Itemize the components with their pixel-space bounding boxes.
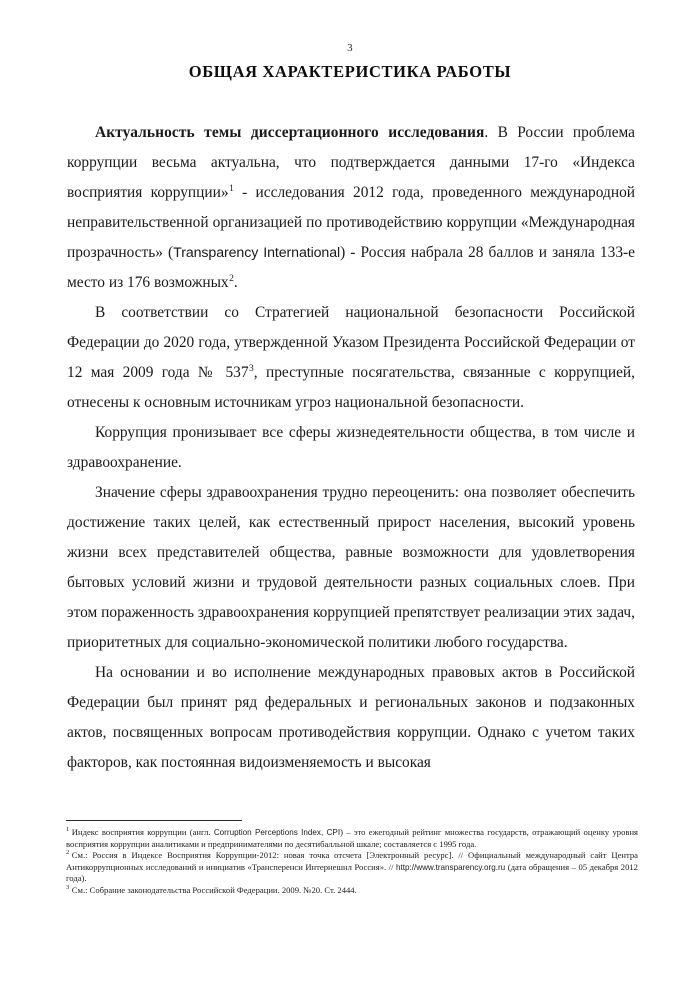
- paragraph-healthcare-value: Значение сферы здравоохранения трудно переоценить: она позволяет обеспечить достижение таких целей, как естественный прирост населения, высокий уровень жизни всех представителей общества, равные возможности для удовлетворения бытовых условий жизни и трудовой деятельности разных социальных слоев. При этом пораженность здравоохранения коррупцией препятствует реализации этих задач, приоритетных для социально-экономической политики любого государства.: [67, 484, 635, 651]
- page-number: 3: [347, 42, 353, 54]
- body-text-column: [67, 118, 635, 778]
- paragraph-security-strategy: [67, 298, 635, 418]
- footnote-3-text-a: См.: Собрание законодательства Российской Федерации. 2009. №20. Ст. 2444.: [71, 884, 357, 895]
- footnote-number-3: 3: [66, 884, 70, 892]
- paragraph-text-1a: . В России проблема коррупции весьма актуальна, что подтверждается данными 17-го «Индекса восприятия коррупции»: [67, 124, 635, 201]
- footnote-3: [66, 885, 638, 897]
- organization-name-latin: Transparency International: [173, 245, 341, 261]
- footnote-1-latin: Corruption Perceptions Index, CPI: [213, 828, 341, 837]
- paragraph-legal-acts: На основании и во исполнение международных правовых актов в Российской Федерации был принят ряд федеральных и региональных законов и подзаконных актов, посвященных вопросам противодействия коррупции. Однако с учетом таких факторов, как постоянная видоизменяемость и высокая: [67, 664, 635, 771]
- footnote-2-text-a: См.: Россия в Индексе Восприятия Коррупции-2012: новая точка отсчета [Электронный ресурс]. // Официальный международный сайт Центра Антикоррупционных исследований и инициатив «Трансперенси Интернешнл Россия». //: [66, 850, 638, 872]
- paragraph-corruption-spheres: Коррупция пронизывает все сферы жизнедеятельности общества, в том числе и здравоохранение.: [67, 424, 635, 471]
- footnote-number-2: 2: [66, 849, 70, 857]
- footnote-marker-3[interactable]: 3: [249, 363, 254, 374]
- footnote-2: [66, 850, 638, 885]
- paragraph-lead-bold: Актуальность темы диссертационного исследования: [95, 124, 485, 141]
- footnote-number-1: 1: [66, 826, 70, 834]
- footnote-1: [66, 827, 638, 850]
- paragraph-text-1c: ) - Россия набрала 28 баллов и заняла 133-е место из 176 возможных: [67, 244, 635, 291]
- paragraph-text-1d: .: [233, 274, 238, 291]
- footnote-2-text-b: (дата обращения – 05 декабря 2012 года).: [66, 861, 638, 884]
- footnote-separator-rule: [66, 820, 242, 821]
- footnote-1-text-a: Индекс восприятия коррупции (англ.: [71, 827, 214, 837]
- paragraph-actuality: [67, 118, 635, 298]
- paragraph-text-2b: , преступные посягательства, связанные с коррупцией, отнесены к основным источникам угроз национальной безопасности.: [67, 364, 635, 411]
- footnote-2-url[interactable]: http://www.transparency.org.ru: [396, 862, 506, 872]
- footnote-area: [66, 820, 638, 897]
- paragraph-text-2a: В соответствии со Стратегией национальной безопасности Российской Федерации до 2020 года, утвержденной Указом Президента Российской Федерации от 12 мая 2009 года № 537: [67, 304, 635, 381]
- page-title: ОБЩАЯ ХАРАКТЕРИСТИКА РАБОТЫ: [188, 62, 512, 81]
- footnote-marker-1[interactable]: 1: [229, 183, 234, 194]
- footnote-marker-2[interactable]: 2: [229, 273, 234, 284]
- footnote-1-text-b: ) – это ежегодный рейтинг множества государств, отражающий оценку уровня восприятия коррупции аналитиками и предпринимателями по десятибалльной шкале; составляется с 1995 года.: [66, 827, 639, 849]
- paragraph-text-1b: - исследования 2012 года, проведенного международной неправительственной организацией по противодействию коррупции «Международная прозрачность» (: [67, 184, 635, 261]
